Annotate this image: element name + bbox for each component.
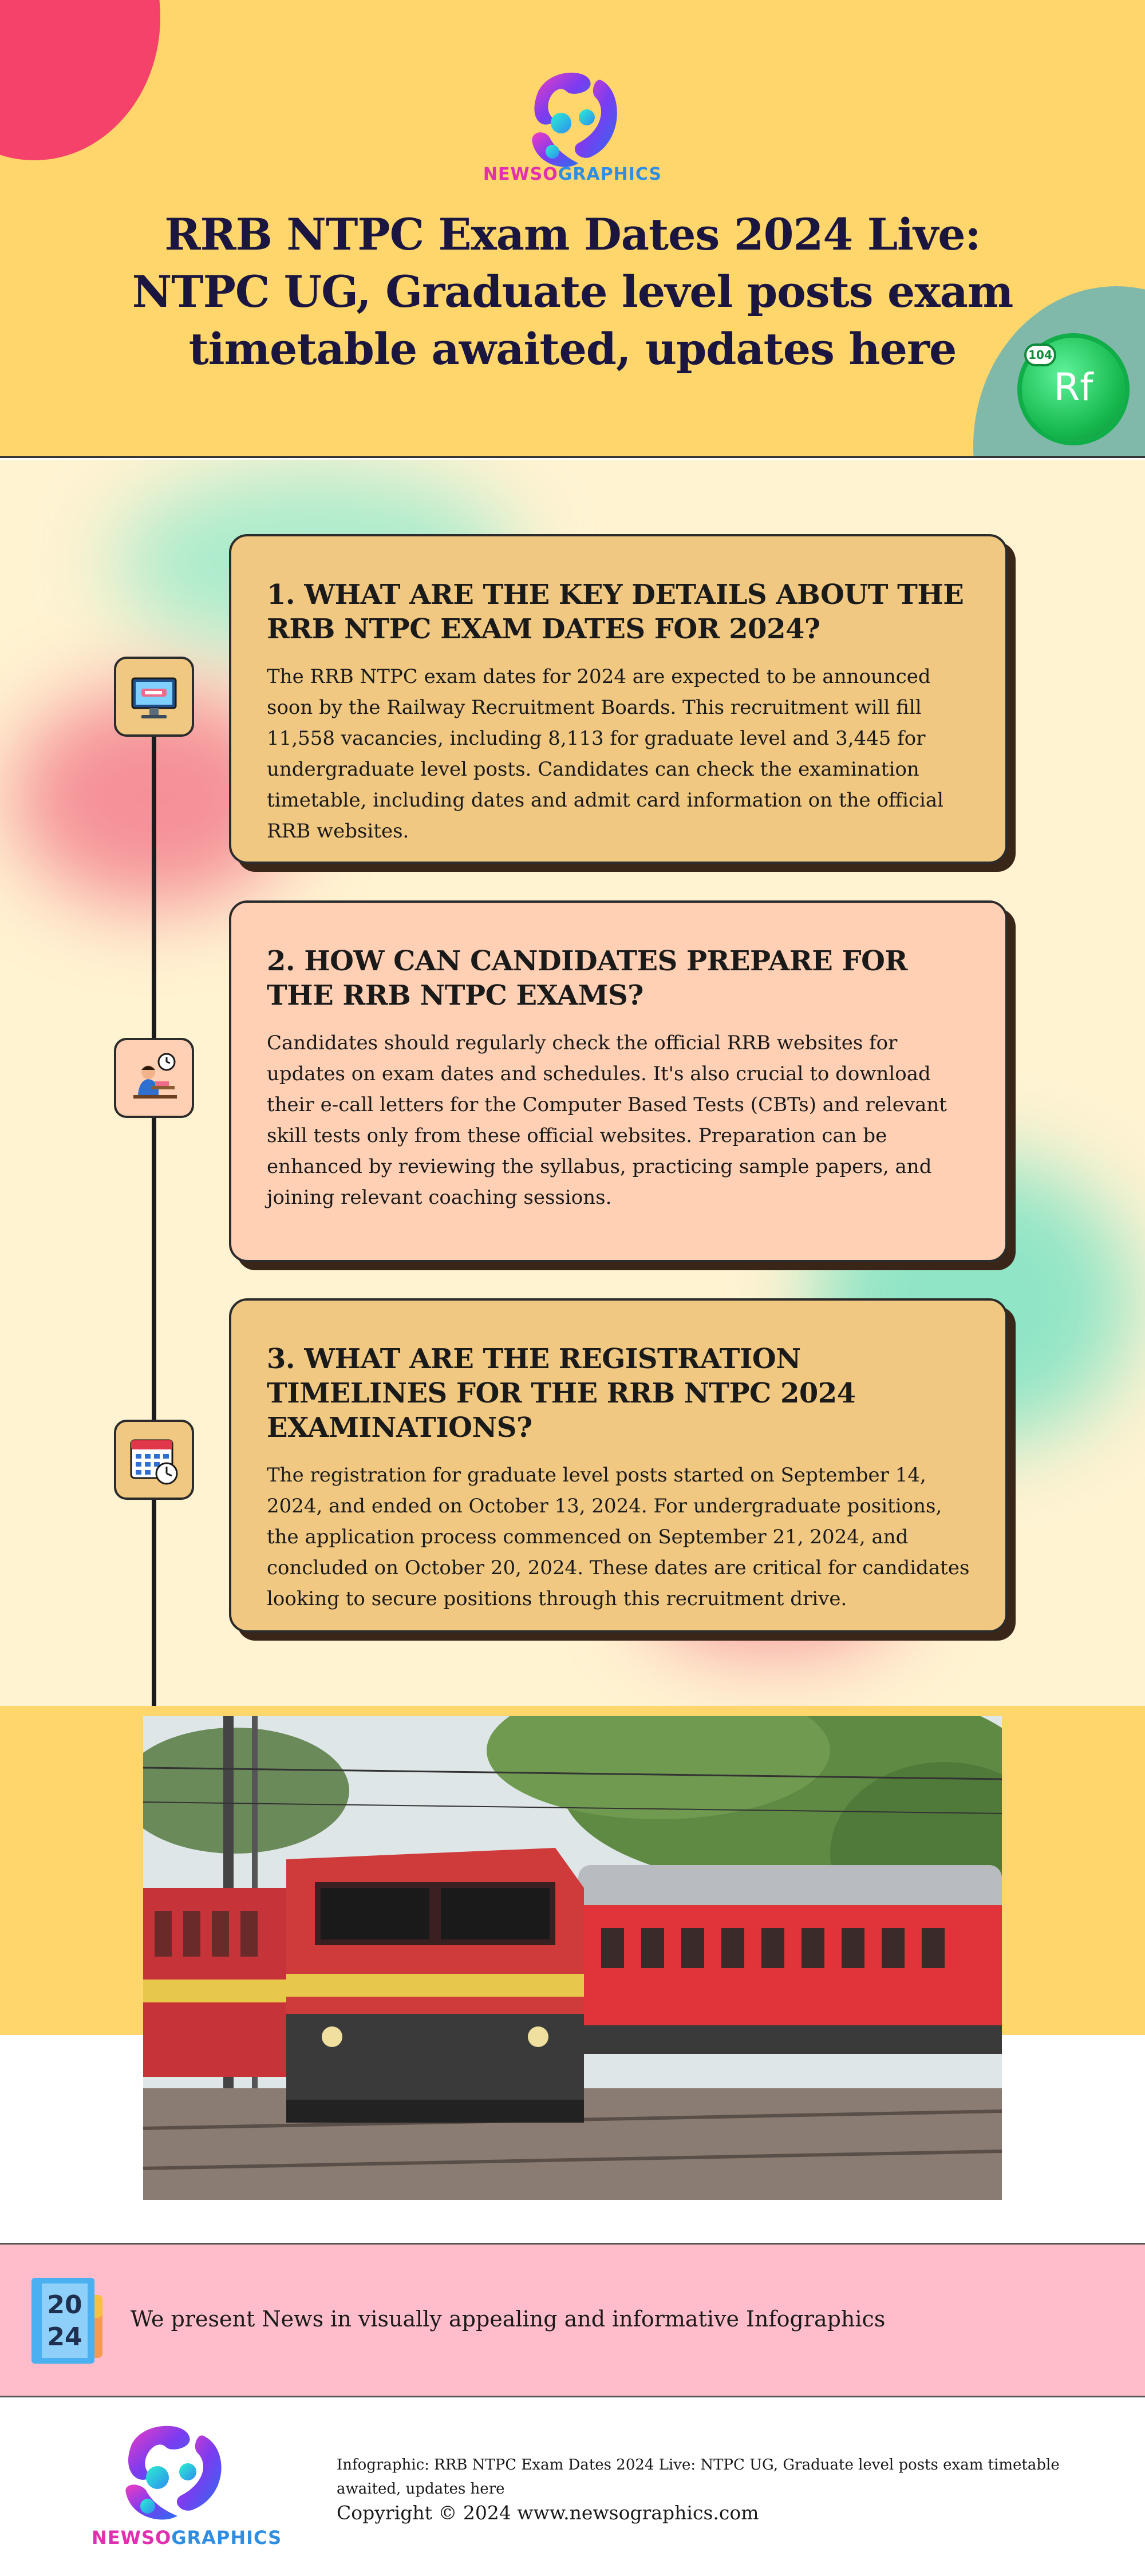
faq-body-3: The registration for graduate level posts started on September 14, 2024, and ended on October 13, 2024. For undergraduate positions, the application process commenced on September 21, 2024, and concluded on October 20, 2024. These dates are critical for candidates looking to secure positions through this recruitment drive.	[267, 1464, 970, 1610]
decorative-pink-circle	[0, 0, 160, 160]
element-number: 104	[1024, 343, 1056, 366]
calendar-text-bottom: 24	[47, 2322, 82, 2352]
page-title: RRB NTPC Exam Dates 2024 Live: NTPC UG, Graduate level posts exam timetable awaited, updates here	[132, 209, 1013, 374]
timeline-node-1	[114, 657, 194, 737]
rutherfordium-element-icon	[1022, 338, 1125, 441]
footer-caption: Infographic: RRB NTPC Exam Dates 2024 Live: NTPC UG, Graduate level posts exam timetable awaited, updates here	[337, 2456, 1060, 2498]
footer-brand-name	[92, 2527, 282, 2549]
train-photo	[143, 1716, 1002, 2200]
faq-card-2	[229, 900, 1008, 1262]
faq-heading-3: 3. WHAT ARE THE REGISTRATION TIMELINES FOR THE RRB NTPC 2024 EXAMINATIONS?	[267, 1343, 856, 1444]
brand-name	[0, 164, 1145, 184]
tagline-banner	[0, 2243, 1145, 2397]
timeline-node-3	[114, 1420, 194, 1500]
faq-card-1	[229, 534, 1008, 864]
faq-heading-1: 1. WHAT ARE THE KEY DETAILS ABOUT THE RRB NTPC EXAM DATES FOR 2024?	[267, 579, 964, 645]
brand-part-2: GRAPHICS	[558, 164, 662, 184]
header	[0, 0, 1145, 458]
monitor-icon	[116, 659, 192, 734]
footer-brand-part-2: GRAPHICS	[171, 2527, 282, 2549]
tagline-text: We present News in visually appealing and informative Infographics	[131, 2306, 886, 2332]
element-symbol: Rf	[1053, 365, 1093, 409]
calendar-text-top: 20	[47, 2290, 82, 2320]
brand-part-1: NEWSO	[483, 164, 558, 184]
footer-brand-part-1: NEWSO	[92, 2527, 172, 2549]
timeline-node-2	[114, 1038, 194, 1118]
faq-body-1: The RRB NTPC exam dates for 2024 are expected to be announced soon by the Railway Recruitment Boards. This recruitment will fill 11,558 vacancies, including 8,113 for graduate level and 3,445 for undergraduate level posts. Candidates can check the examination timetable, including dates and admit card information on the official RRB websites.	[267, 665, 943, 843]
footer-copyright: Copyright © 2024 www.newsographics.com	[337, 2502, 759, 2524]
timeline-line	[152, 677, 156, 1706]
faq-heading-2: 2. HOW CAN CANDIDATES PREPARE FOR THE RRB NTPC EXAMS?	[267, 945, 907, 1012]
calendar-2024-icon	[31, 2278, 106, 2364]
newsographics-logo-icon	[103, 2416, 240, 2530]
calendar-clock-icon	[116, 1422, 192, 1498]
faq-card-3	[229, 1298, 1008, 1633]
studying-person-icon	[116, 1040, 192, 1116]
faq-body-2: Candidates should regularly check the official RRB websites for updates on exam dates and schedules. It's also crucial to download their e-call letters for the Computer Based Tests (CBTs) and relevant skill tests only from these official websites. Preparation can be enhanced by reviewing the syllabus, practicing sample papers, and joining relevant coaching sessions.	[267, 1032, 947, 1209]
faq-timeline	[0, 460, 1145, 1706]
train-illustration	[143, 1716, 1002, 2200]
